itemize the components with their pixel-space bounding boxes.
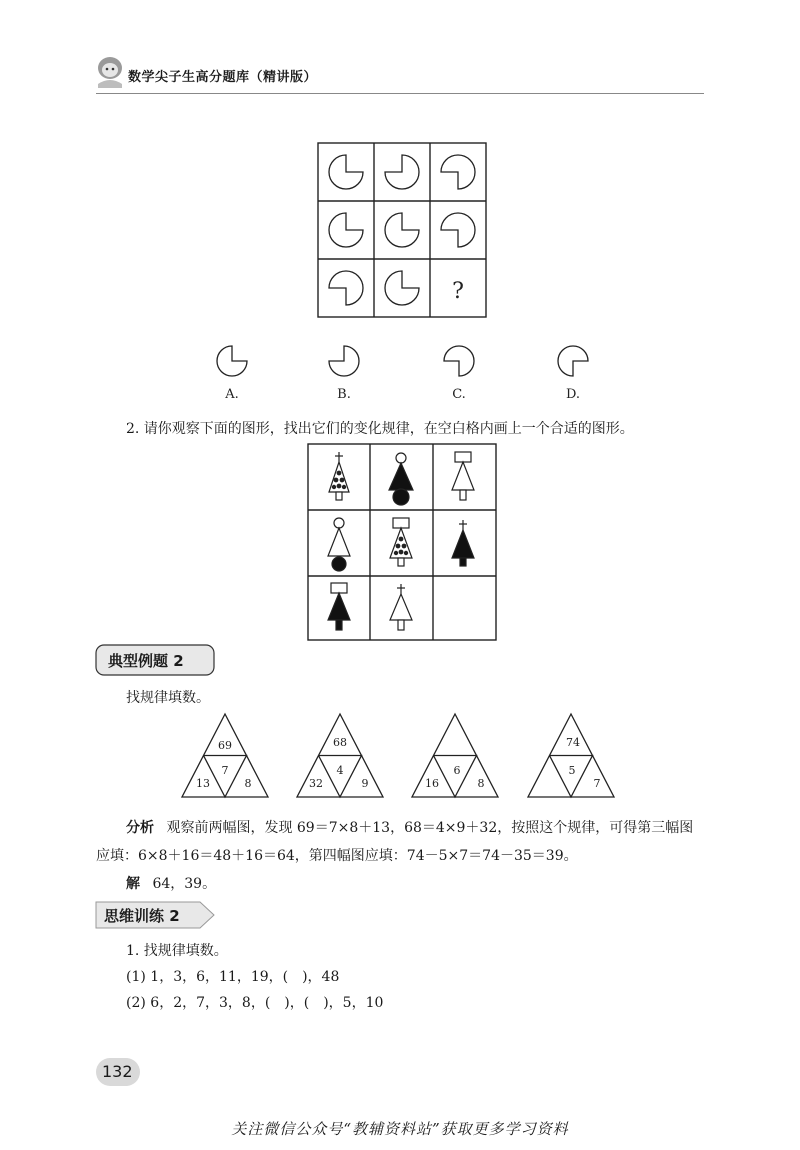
- pie-shape-r3c2: [385, 271, 419, 305]
- tri2-top: 68: [333, 736, 347, 749]
- tree-circle-black-ball-r1c2: [389, 453, 413, 505]
- training-item-1a: (1) 1，3，6，11，19，( )，48: [126, 969, 340, 985]
- tri3-center: 6: [453, 764, 461, 777]
- pie-shape-r2c1: [329, 213, 363, 247]
- triangle-4: [528, 714, 614, 797]
- pie-shape-r2c3: [441, 213, 475, 247]
- answer-text: 64，39。: [152, 876, 217, 892]
- tree-cross-black-r2c3: [452, 520, 474, 566]
- page-number: 132: [102, 1062, 133, 1081]
- question-2-text: 2. 请你观察下面的图形，找出它们的变化规律，在空白格内画上一个合适的图形。: [126, 421, 634, 437]
- puzzle1-options: [217, 346, 588, 376]
- tri4-top: 74: [566, 736, 580, 749]
- tri1-top: 69: [218, 739, 232, 752]
- tri2-left: 32: [309, 777, 323, 790]
- tri1-center: 7: [221, 764, 229, 777]
- training-item-1: 1. 找规律填数。: [126, 943, 228, 959]
- book-title: 数学尖子生高分题库（精讲版）: [128, 70, 318, 85]
- tri1-right: 8: [244, 777, 252, 790]
- footer-note: 关注微信公众号“教辅资料站”获取更多学习资料: [231, 1120, 569, 1138]
- tri4-center: 5: [568, 764, 576, 777]
- tri2-right: 9: [361, 777, 369, 790]
- example-prompt: 找规律填数。: [126, 690, 210, 706]
- triangle-1: [182, 714, 268, 797]
- tri3-right: 8: [477, 777, 485, 790]
- answer-line: [126, 873, 216, 893]
- pie-shape-r3c1: [329, 271, 363, 305]
- analysis-text-1: 观察前两幅图，发现 69＝7×8＋13，68＝4×9＋32，按照这个规律，可得第三幅图: [166, 820, 694, 836]
- pie-shape-r1c1: [329, 155, 363, 189]
- answer-label: 解: [126, 876, 140, 892]
- option-a-label: A.: [225, 387, 239, 402]
- pie-shape-r1c3: [441, 155, 475, 189]
- analysis-line-2: 应填：6×8＋16＝48＋16＝64，第四幅图应填：74－5×7＝74－35＝39。: [96, 848, 578, 864]
- pie-shape-r1c2: [385, 155, 419, 189]
- tree-rect-white-r1c3: [452, 452, 474, 500]
- analysis-label: 分析: [126, 820, 154, 836]
- training-item-1b: (2) 6，2，7，3，8，( )，( )，5，10: [126, 995, 384, 1011]
- tri4-right: 7: [593, 777, 601, 790]
- tree-rect-dotted-r2c2: [390, 518, 412, 566]
- option-b-label: B.: [337, 387, 351, 402]
- missing-mark: ?: [452, 279, 464, 304]
- tree-rect-black-r3c1: [328, 583, 350, 630]
- pie-shape-r2c2: [385, 213, 419, 247]
- tri1-left: 13: [196, 777, 210, 790]
- example-badge-title: 典型例题 2: [108, 652, 184, 670]
- option-c-shape: [444, 346, 474, 376]
- option-d-label: D.: [565, 387, 581, 402]
- tri2-center: 4: [336, 764, 344, 777]
- tree-circle-white-ball-r2c1: [328, 518, 350, 571]
- analysis-line-1: [126, 817, 693, 837]
- training-badge-title: 思维训练 2: [104, 907, 180, 925]
- option-d-shape: [558, 346, 588, 376]
- option-b-shape: [329, 346, 359, 376]
- option-c-label: C.: [452, 387, 466, 402]
- tree-cross-dotted-r1c1: [329, 452, 349, 500]
- tri3-left: 16: [425, 777, 439, 790]
- option-a-shape: [217, 346, 247, 376]
- tree-cross-white-r3c2: [390, 584, 412, 630]
